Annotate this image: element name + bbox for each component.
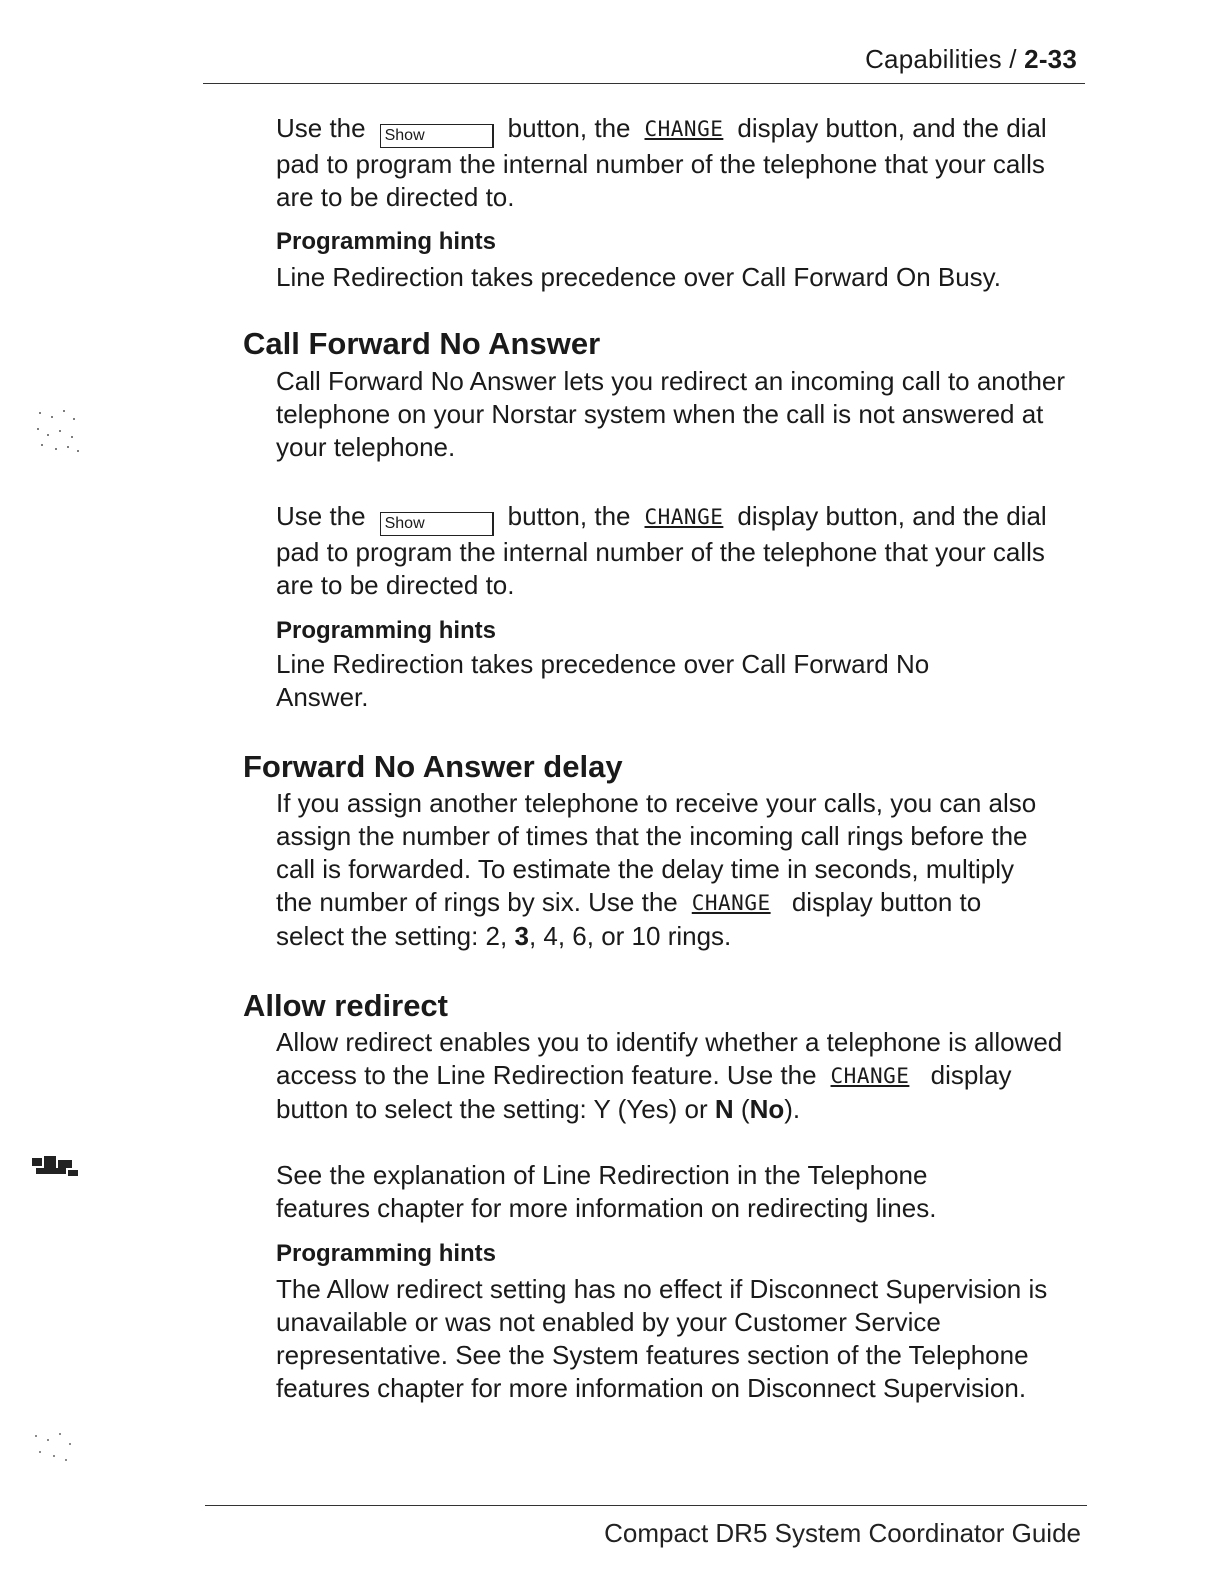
cfb-hint-text: Line Redirection takes precedence over Call Forward On Busy. xyxy=(276,262,1001,292)
cfna-hint-title: Programming hints xyxy=(276,617,497,644)
default-setting-value: N xyxy=(714,1094,734,1124)
scan-speckle xyxy=(30,405,86,461)
fnad-title: Forward No Answer delay xyxy=(243,749,623,784)
change-display-button: CHANGE xyxy=(644,505,724,529)
show-key: Show xyxy=(380,512,494,536)
allow-hint-title: Programming hints xyxy=(276,1240,497,1267)
fnad-text: If you assign another telephone to receive your calls, you can also assign the number of times that the incoming call rings before the call is forwarded. To estimate the delay time in seconds, multiply the number of rings by six. Use the CHANGE display button to select the setting: 2, 3, 4, 6, or 10 rings. xyxy=(276,788,1037,951)
show-key: Show xyxy=(380,124,494,148)
cfna-instructions: Use the Show button, the CHANGE display button, and the dial pad to program the internal number of the telephone that your calls are to be directed to. xyxy=(276,501,1047,600)
default-setting-label: No xyxy=(749,1094,785,1124)
change-display-button: CHANGE xyxy=(691,891,771,915)
header-section: Capabilities / xyxy=(865,44,1017,74)
cfna-title: Call Forward No Answer xyxy=(243,326,601,361)
header-rule xyxy=(203,83,1085,84)
cfb-instructions: Use the Show button, the CHANGE display button, and the dial pad to program the internal number of the telephone that your calls are to be directed to. xyxy=(276,113,1047,212)
footer-rule xyxy=(205,1505,1087,1506)
allow-hint-text: The Allow redirect setting has no effect if Disconnect Supervision is unavailable or was not enabled by your Customer Service representative. See the System features section of the Telephone features chapter for more information on Disconnect Supervision. xyxy=(276,1274,1048,1403)
scan-speckle xyxy=(30,1430,86,1470)
cfna-intro: Call Forward No Answer lets you redirect an incoming call to another telephone on your Norstar system when the call is not answered at your telephone. xyxy=(276,366,1066,462)
default-rings: 3 xyxy=(514,921,529,951)
footer-title: Compact DR5 System Coordinator Guide xyxy=(604,1518,1081,1548)
scan-blot xyxy=(28,1150,84,1186)
change-display-button: CHANGE xyxy=(830,1064,910,1088)
cfna-hint-text: Line Redirection takes precedence over Call Forward No Answer. xyxy=(276,649,930,712)
cfb-hint-title: Programming hints xyxy=(276,228,497,255)
allow-title: Allow redirect xyxy=(243,988,448,1023)
page-header xyxy=(865,44,1077,75)
allow-see-text: See the explanation of Line Redirection in the Telephone features chapter for more information on redirecting lines. xyxy=(276,1160,937,1223)
page-number: 2-33 xyxy=(1024,44,1077,74)
change-display-button: CHANGE xyxy=(644,117,724,141)
allow-text: Allow redirect enables you to identify whether a telephone is allowed access to the Line Redirection feature. Use the CHANGE display button to select the setting: Y (Yes) or N (No). xyxy=(276,1027,1063,1124)
